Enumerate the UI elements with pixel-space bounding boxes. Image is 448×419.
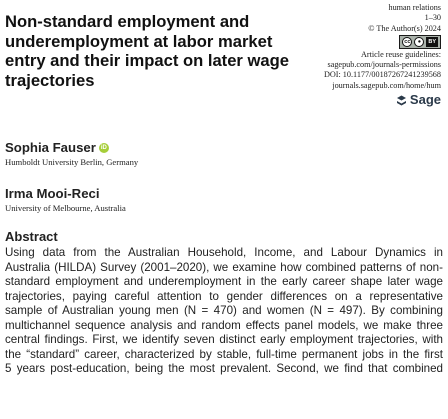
article-title: Non-standard employment and underemployment at labor market entry and their impact on later wage trajectories — [5, 12, 290, 90]
page-range: 1–30 — [424, 13, 441, 23]
author-2 — [5, 186, 126, 213]
orcid-icon[interactable]: iD — [100, 144, 107, 151]
author-name: Sophia Fauser — [5, 140, 96, 155]
abstract-line: standard employment and underemployment in the early career shape later wage — [5, 275, 443, 288]
author-name: Irma Mooi-Reci — [5, 186, 100, 201]
abstract-line: central findings. First, we identify seven distinct early employment trajectories, with — [5, 333, 443, 346]
cc-icon: cc — [402, 37, 412, 47]
journal-meta — [291, 3, 441, 110]
author-1 — [5, 140, 138, 167]
publisher-logo — [396, 94, 441, 107]
journal-url[interactable]: journals.sagepub.com/home/hum — [332, 80, 441, 90]
abstract-line: sample of Australian young men (N = 470) and women (N = 497). By combining — [5, 304, 443, 317]
author-affiliation: Humboldt University Berlin, Germany — [5, 157, 139, 167]
abstract-heading: Abstract — [5, 229, 58, 244]
abstract-line: trajectories, paying careful attention to gender differences on a representative — [5, 289, 443, 303]
publisher-name: Sage — [409, 92, 441, 108]
copyright: © The Author(s) 2024 — [368, 23, 441, 33]
author-affiliation: University of Melbourne, Australia — [5, 203, 126, 213]
abstract-line: multichannel sequence analysis and random effects panel models, we make three — [5, 318, 443, 332]
abstract-line: Using data from the Australian Household, Income, and Labour Dynamics in — [5, 246, 443, 259]
doi[interactable]: DOI: 10.1177/00187267241239568 — [323, 70, 441, 80]
abstract-line: the “standard” career, characterized by stable, full-time permanent jobs in the first — [5, 347, 443, 361]
abstract-text — [5, 246, 443, 377]
permissions-link[interactable]: sagepub.com/journals-permissions — [327, 60, 441, 70]
abstract-line: 5 years post-education, being the most prevalent. Second, we find that combined — [5, 362, 443, 375]
cc-license-badge[interactable] — [399, 35, 441, 49]
license-label: BY — [428, 38, 436, 45]
sage-logo-icon — [396, 94, 407, 107]
abstract-line: Australia (HILDA) Survey (2001–2020), we examine how combined patterns of non- — [5, 260, 443, 274]
journal-name: human relations — [388, 3, 441, 12]
person-icon: ● — [414, 37, 424, 47]
reuse-label: Article reuse guidelines: — [360, 49, 441, 59]
